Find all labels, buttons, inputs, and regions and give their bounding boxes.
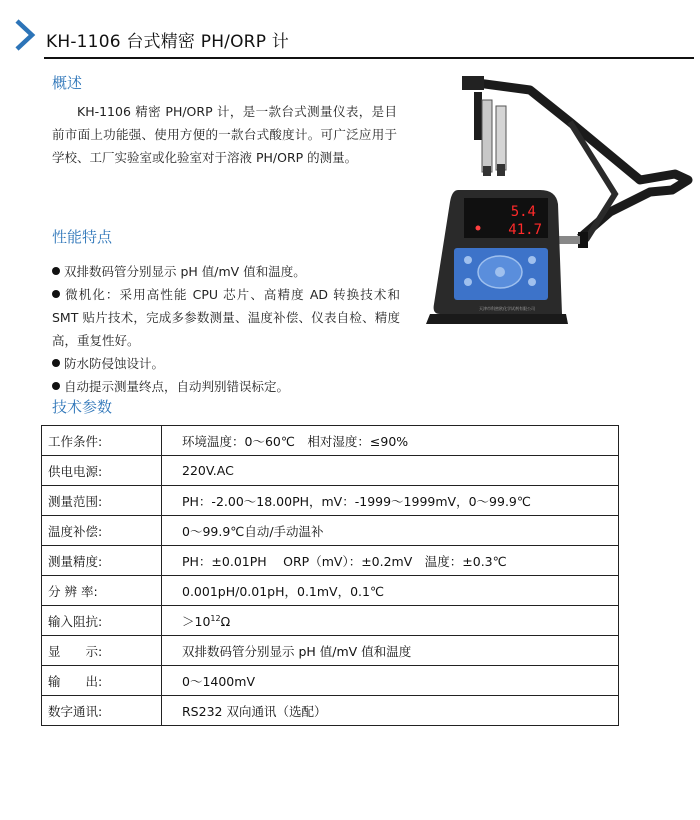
page-header	[0, 0, 700, 62]
table-row	[42, 576, 619, 606]
feature-item: 防水防侵蚀设计。	[52, 352, 400, 375]
table-row	[42, 426, 619, 456]
overview-heading: 概述	[52, 74, 83, 92]
features-heading: 性能特点	[52, 228, 113, 246]
display-value-top: 5.4	[510, 204, 536, 220]
features-list	[52, 260, 400, 398]
spec-key: 显 示:	[42, 636, 162, 666]
spec-value: $>10^{12}\Omega$	[162, 606, 619, 636]
spec-key: 输入阻抗:	[42, 606, 162, 636]
spec-value: 双排数码管分别显示 pH 值/mV 值和温度	[162, 636, 619, 666]
spec-value: 0.001pH/0.01pH，0.1mV，0.1℃	[162, 576, 619, 606]
spec-key: 工作条件:	[42, 426, 162, 456]
spec-value: 220V.AC	[162, 456, 619, 486]
device-brand-text: 天津市科密欧化学试剂有限公司	[479, 306, 535, 311]
spec-value: 环境温度：0～60℃ 相对湿度：≤90%	[162, 426, 619, 456]
spec-key: 测量范围:	[42, 486, 162, 516]
spec-value: 0～1400mV	[162, 666, 619, 696]
spec-key: 温度补偿:	[42, 516, 162, 546]
ph-meter-image	[410, 62, 700, 334]
spec-value: 0～99.9℃自动/手动温补	[162, 516, 619, 546]
chevron-right-icon	[12, 18, 38, 52]
bullet-icon	[52, 267, 60, 275]
spec-value: PH：±0.01PH ORP（mV）：±0.2mV 温度：±0.3℃	[162, 546, 619, 576]
bullet-icon	[52, 290, 60, 298]
bullet-icon	[52, 359, 60, 367]
table-row	[42, 546, 619, 576]
page-title: KH-1106 台式精密 PH/ORP 计	[46, 32, 289, 52]
spec-value: PH：-2.00～18.00PH，mV：-1999～1999mV，0～99.9℃	[162, 486, 619, 516]
bullet-icon	[52, 382, 60, 390]
spec-value: RS232 双向通讯（选配）	[162, 696, 619, 726]
table-row	[42, 486, 619, 516]
spec-table	[41, 425, 619, 726]
table-row	[42, 636, 619, 666]
spec-key: 供电电源:	[42, 456, 162, 486]
table-row	[42, 606, 619, 636]
table-row	[42, 456, 619, 486]
overview-text	[52, 100, 397, 169]
header-rule	[44, 57, 694, 59]
table-row	[42, 516, 619, 546]
feature-item: 双排数码管分别显示 pH 值/mV 值和温度。	[52, 260, 400, 283]
spec-key: 输 出:	[42, 666, 162, 696]
display-value-bottom: 41.7	[508, 222, 542, 238]
table-row	[42, 696, 619, 726]
specs-heading: 技术参数	[52, 398, 113, 416]
table-row	[42, 666, 619, 696]
spec-key: 测量精度:	[42, 546, 162, 576]
feature-item: 自动提示测量终点，自动判别错误标定。	[52, 375, 400, 398]
feature-item: 微机化：采用高性能 CPU 芯片、高精度 AD 转换技术和 SMT 贴片技术，完成多参数测量、温度补偿、仪表自检、精度高，重复性好。	[52, 287, 400, 348]
spec-key: 数字通讯:	[42, 696, 162, 726]
spec-key: 分 辨 率:	[42, 576, 162, 606]
overview-paragraph: KH-1106 精密 PH/ORP 计，是一款台式测量仪表，是目前市面上功能强、使用方便的一款台式酸度计。可广泛应用于学校、工厂实验室或化验室对于溶液 PH/ORP 的测量。	[52, 104, 397, 165]
